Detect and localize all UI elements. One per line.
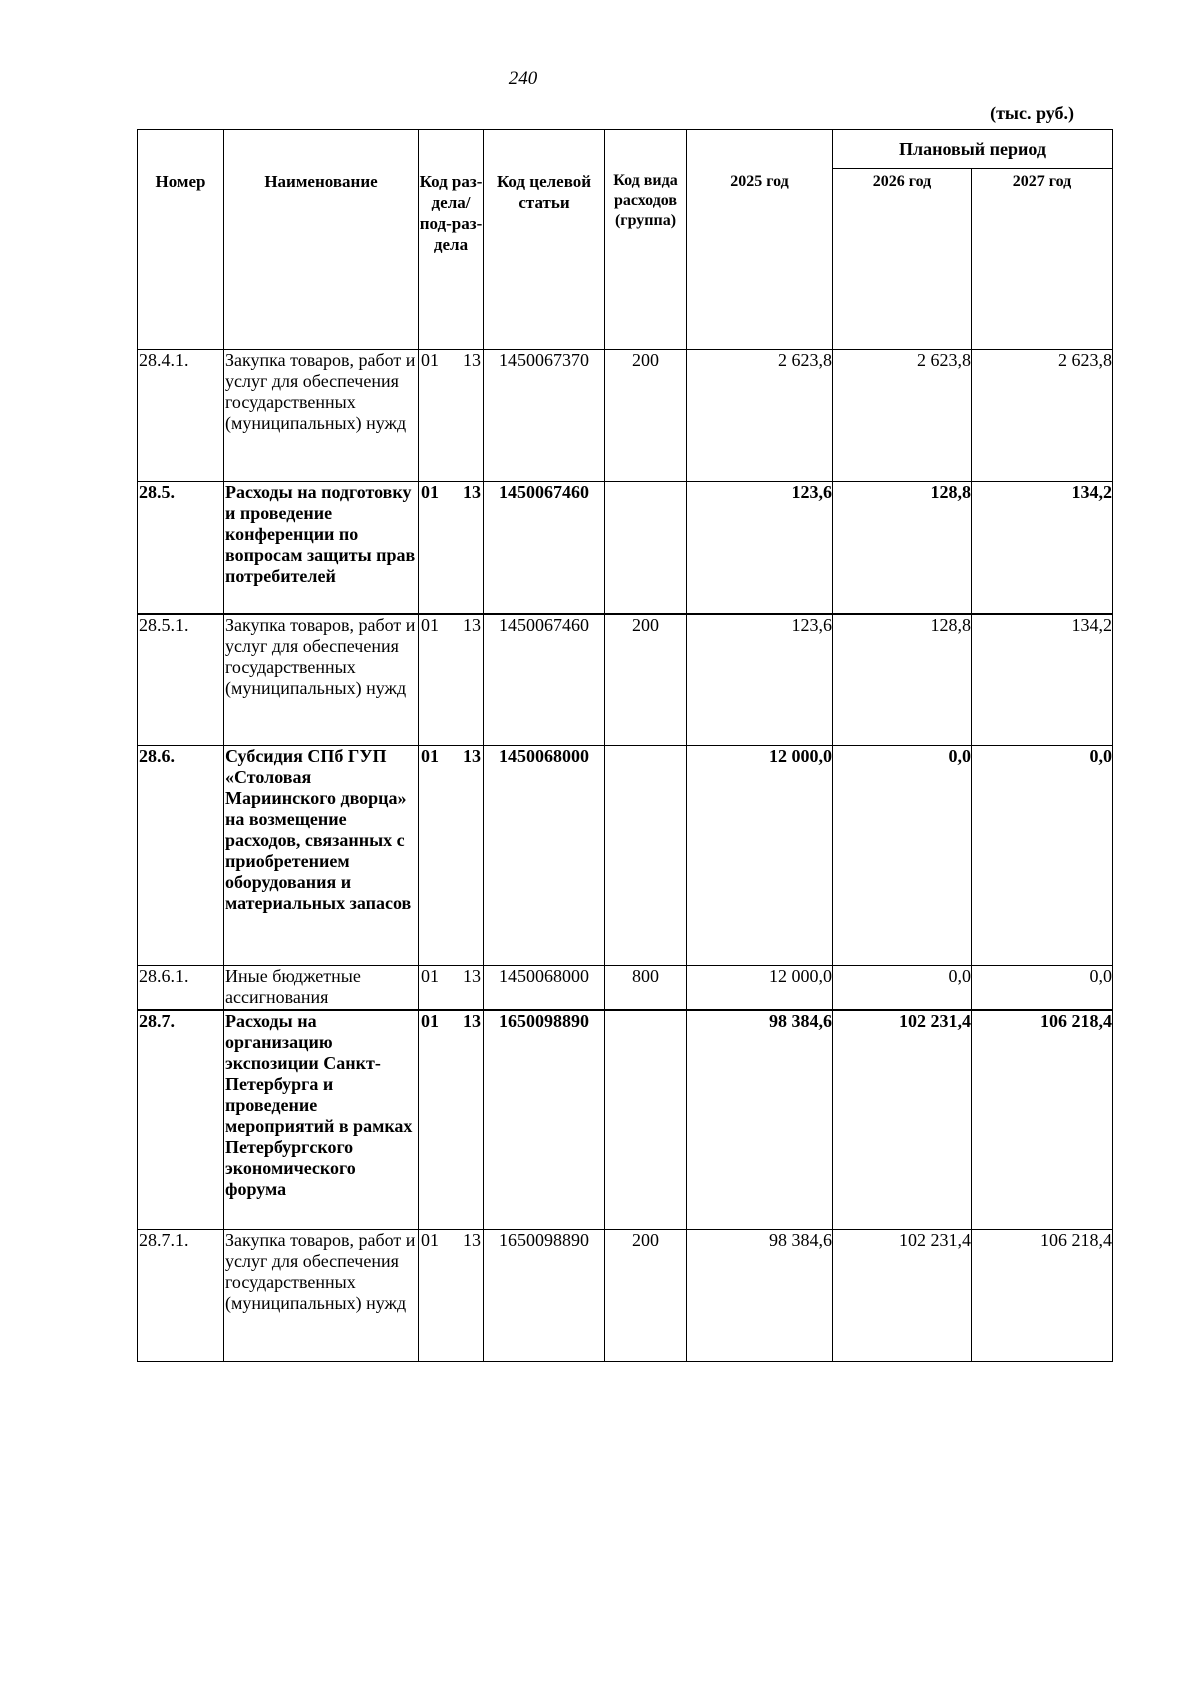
- row-amount-2026: 102 231,4: [833, 1230, 972, 1362]
- row-target-code: 1650098890: [484, 1230, 605, 1362]
- header-name: Наименование: [224, 130, 419, 350]
- row-subsection: 13: [463, 1230, 481, 1250]
- row-section-code: [419, 482, 484, 614]
- header-2027: 2027 год: [972, 169, 1113, 350]
- header-planned-period: Плановый период: [833, 130, 1113, 169]
- table-row: [138, 1010, 1113, 1230]
- header-2026: 2026 год: [833, 169, 972, 350]
- row-subsection: 13: [463, 1010, 481, 1031]
- header-row-1: [138, 130, 1113, 169]
- row-number: 28.4.1.: [138, 350, 224, 482]
- table-body: [138, 350, 1113, 1362]
- row-group-code: [605, 746, 687, 966]
- row-section: 01: [421, 614, 439, 635]
- row-amount-2027: 106 218,4: [972, 1010, 1113, 1230]
- row-section: 01: [421, 350, 439, 370]
- row-number: 28.5.1.: [138, 614, 224, 746]
- row-section: 01: [421, 482, 439, 502]
- row-amount-2026: 102 231,4: [833, 1010, 972, 1230]
- row-number: 28.7.: [138, 1010, 224, 1230]
- row-target-code: 1650098890: [484, 1010, 605, 1230]
- header-section-text: Код раз-дела/ под-раз-дела: [419, 172, 483, 254]
- row-name: Расходы на организацию экспозиции Санкт-Петербурга и проведение мероприятий в рамках Петербургского экономического форума: [224, 1010, 419, 1230]
- table-row: [138, 746, 1113, 966]
- table-row: [138, 482, 1113, 614]
- row-amount-2026: 2 623,8: [833, 350, 972, 482]
- row-group-code: 200: [605, 1230, 687, 1362]
- header-number: Номер: [138, 130, 224, 350]
- row-group-code: 200: [605, 614, 687, 746]
- row-amount-2025: 98 384,6: [687, 1010, 833, 1230]
- row-name: Закупка товаров, работ и услуг для обеспечения государственных (муниципальных) нужд: [224, 1230, 419, 1362]
- units-label: (тыс. руб.): [990, 103, 1074, 123]
- row-number: 28.6.: [138, 746, 224, 966]
- row-group-code: 200: [605, 350, 687, 482]
- row-section: 01: [421, 1010, 439, 1031]
- row-section: 01: [421, 746, 439, 766]
- table-row: [138, 966, 1113, 1010]
- row-section-code: [419, 1010, 484, 1230]
- row-amount-2026: 128,8: [833, 614, 972, 746]
- row-section-code: [419, 1230, 484, 1362]
- row-amount-2025: 12 000,0: [687, 966, 833, 1010]
- header-target: Код целевой статьи: [484, 130, 605, 350]
- row-amount-2027: 106 218,4: [972, 1230, 1113, 1362]
- row-amount-2027: 2 623,8: [972, 350, 1113, 482]
- table-row: [138, 614, 1113, 746]
- row-subsection: 13: [463, 350, 481, 370]
- row-subsection: 13: [463, 482, 481, 502]
- row-group-code: [605, 1010, 687, 1230]
- row-section-code: [419, 966, 484, 1010]
- row-name: Закупка товаров, работ и услуг для обеспечения государственных (муниципальных) нужд: [224, 614, 419, 746]
- row-amount-2025: 123,6: [687, 482, 833, 614]
- row-amount-2025: 123,6: [687, 614, 833, 746]
- row-section: 01: [421, 1230, 439, 1250]
- row-number: 28.6.1.: [138, 966, 224, 1010]
- row-amount-2026: 0,0: [833, 746, 972, 966]
- row-amount-2027: 0,0: [972, 746, 1113, 966]
- row-name: Субсидия СПб ГУП «Столовая Мариинского дворца» на возмещение расходов, связанных с приобретением оборудования и материальных запасов: [224, 746, 419, 966]
- row-section-code: [419, 350, 484, 482]
- row-group-code: [605, 482, 687, 614]
- header-2025: 2025 год: [687, 130, 833, 350]
- page-number: 240: [508, 68, 538, 89]
- header-section: [419, 130, 484, 350]
- row-subsection: 13: [463, 966, 481, 986]
- table-row: [138, 350, 1113, 482]
- row-target-code: 1450067460: [484, 482, 605, 614]
- row-target-code: 1450068000: [484, 966, 605, 1010]
- row-target-code: 1450067370: [484, 350, 605, 482]
- row-subsection: 13: [463, 746, 481, 766]
- row-target-code: 1450068000: [484, 746, 605, 966]
- table-row: [138, 1230, 1113, 1362]
- row-amount-2026: 0,0: [833, 966, 972, 1010]
- row-amount-2027: 0,0: [972, 966, 1113, 1010]
- row-section-code: [419, 614, 484, 746]
- row-subsection: 13: [463, 614, 481, 635]
- row-name: Иные бюджетные ассигнования: [224, 966, 419, 1010]
- budget-table: [137, 129, 1113, 1362]
- row-amount-2025: 12 000,0: [687, 746, 833, 966]
- row-number: 28.5.: [138, 482, 224, 614]
- row-section-code: [419, 746, 484, 966]
- row-amount-2025: 98 384,6: [687, 1230, 833, 1362]
- row-amount-2027: 134,2: [972, 482, 1113, 614]
- row-group-code: 800: [605, 966, 687, 1010]
- row-amount-2025: 2 623,8: [687, 350, 833, 482]
- row-section: 01: [421, 966, 439, 986]
- row-number: 28.7.1.: [138, 1230, 224, 1362]
- row-amount-2026: 128,8: [833, 482, 972, 614]
- row-amount-2027: 134,2: [972, 614, 1113, 746]
- row-name: Закупка товаров, работ и услуг для обеспечения государственных (муниципальных) нужд: [224, 350, 419, 482]
- row-target-code: 1450067460: [484, 614, 605, 746]
- row-name: Расходы на подготовку и проведение конференции по вопросам защиты прав потребителей: [224, 482, 419, 614]
- header-group: Код вида расходов (группа): [605, 130, 687, 350]
